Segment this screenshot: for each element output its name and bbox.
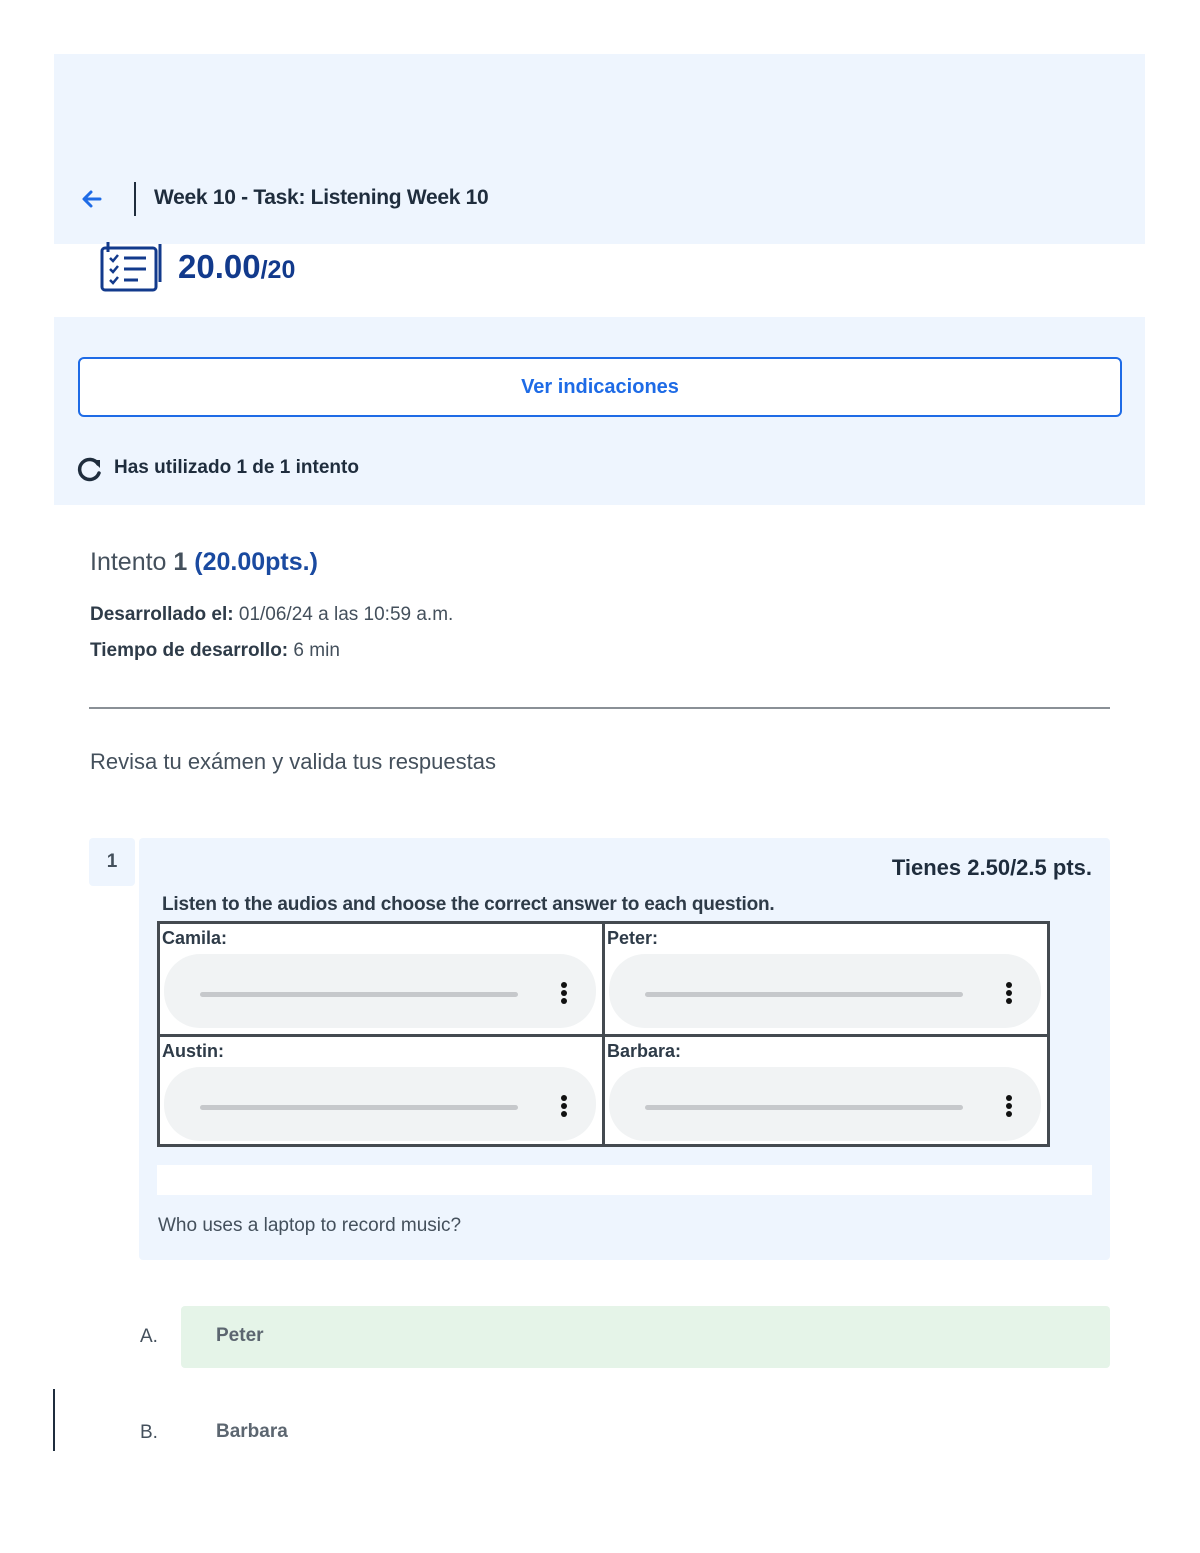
more-options-icon[interactable] bbox=[1003, 1095, 1015, 1121]
attempt-title-prefix: Intento bbox=[90, 548, 167, 576]
audio-progress-track[interactable] bbox=[645, 1105, 963, 1110]
audio-label: Austin: bbox=[162, 1041, 224, 1061]
duration bbox=[90, 640, 340, 662]
side-marker bbox=[53, 1389, 55, 1451]
audio-cell-austin bbox=[160, 1037, 602, 1147]
developed-label: Desarrollado el: bbox=[90, 604, 234, 625]
audio-label: Barbara: bbox=[607, 1041, 682, 1061]
option-letter: A. bbox=[140, 1326, 158, 1347]
developed-value: 01/06/24 a las 10:59 a.m. bbox=[238, 604, 454, 625]
arrow-left-icon bbox=[78, 184, 106, 214]
checklist-icon bbox=[98, 238, 170, 294]
audio-progress-track[interactable] bbox=[200, 1105, 518, 1110]
question-score: Tienes 2.50/2.5 pts. bbox=[891, 855, 1092, 880]
audio-cell-camila bbox=[160, 924, 602, 1034]
header-divider bbox=[134, 182, 136, 216]
option-b[interactable] bbox=[181, 1402, 1110, 1464]
audio-player[interactable] bbox=[164, 1067, 596, 1141]
option-a[interactable] bbox=[181, 1306, 1110, 1368]
attempt-number: 1 bbox=[173, 548, 188, 576]
score-total: /20 bbox=[260, 256, 296, 284]
audio-table bbox=[157, 921, 1050, 1147]
audio-progress-track[interactable] bbox=[200, 992, 518, 997]
duration-value: 6 min bbox=[293, 640, 340, 661]
more-options-icon[interactable] bbox=[558, 1095, 570, 1121]
attempt-points: (20.00pts.) bbox=[194, 548, 318, 576]
page-title: Week 10 - Task: Listening Week 10 bbox=[154, 186, 489, 209]
header-bar bbox=[54, 54, 1145, 244]
question-spacer bbox=[157, 1165, 1092, 1195]
audio-player[interactable] bbox=[164, 954, 596, 1028]
more-options-icon[interactable] bbox=[558, 982, 570, 1008]
more-options-icon[interactable] bbox=[1003, 982, 1015, 1008]
audio-label: Peter: bbox=[607, 928, 659, 948]
question-number: 1 bbox=[89, 838, 135, 886]
table-divider-horizontal bbox=[160, 1034, 1047, 1037]
duration-label: Tiempo de desarrollo: bbox=[90, 640, 289, 661]
review-instruction: Revisa tu exámen y valida tus respuestas bbox=[90, 749, 496, 774]
back-button[interactable] bbox=[78, 184, 106, 214]
score-display bbox=[178, 248, 295, 286]
view-instructions-button[interactable]: Ver indicaciones bbox=[78, 357, 1122, 417]
audio-player[interactable] bbox=[609, 1067, 1041, 1141]
score-value: 20.00 bbox=[178, 248, 261, 285]
option-label: Peter bbox=[216, 1325, 264, 1346]
option-label: Barbara bbox=[216, 1421, 288, 1442]
audio-player[interactable] bbox=[609, 954, 1041, 1028]
option-letter: B. bbox=[140, 1422, 158, 1443]
audio-label: Camila: bbox=[162, 928, 228, 948]
audio-progress-track[interactable] bbox=[645, 992, 963, 997]
refresh-icon bbox=[76, 456, 104, 482]
question-instruction: Listen to the audios and choose the correct answer to each question. bbox=[162, 894, 775, 915]
developed-date bbox=[90, 604, 453, 626]
question-text: Who uses a laptop to record music? bbox=[158, 1215, 462, 1236]
attempts-used: Has utilizado 1 de 1 intento bbox=[114, 457, 359, 478]
audio-cell-peter bbox=[605, 924, 1047, 1034]
divider bbox=[89, 707, 1110, 709]
attempt-title bbox=[90, 548, 318, 577]
audio-cell-barbara bbox=[605, 1037, 1047, 1147]
